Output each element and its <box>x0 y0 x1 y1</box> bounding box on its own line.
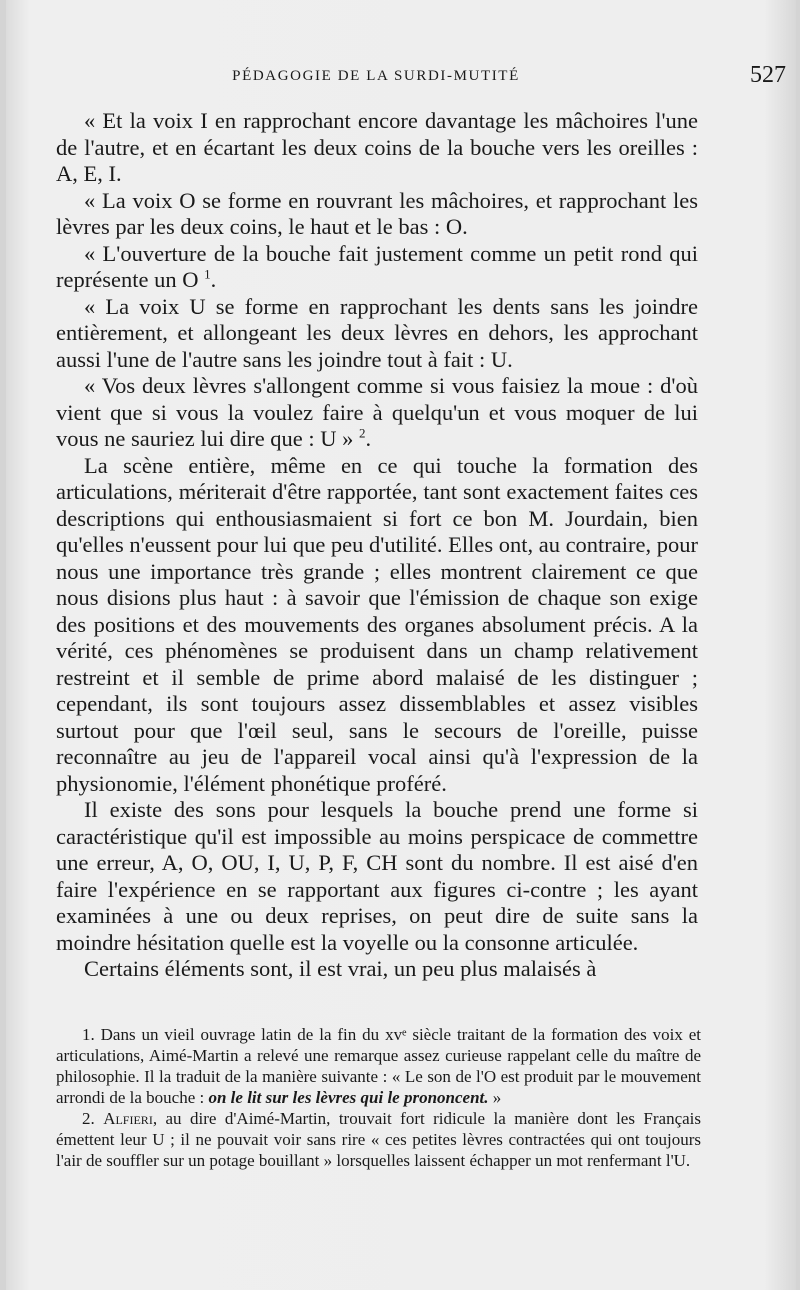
main-text <box>56 108 698 983</box>
book-page <box>6 0 796 1290</box>
page-number: 527 <box>750 62 786 88</box>
paragraph-7: Il existe des sons pour lesquels la bouche prend une forme si caractéristique qu'il est impossible au moins perspicace de commettre une erreur, A, O, OU, I, U, P, F, CH sont du nombre. Il est aisé d'en faire l'expérience en se rapportant aux figures ci-contre ; les ayant examinées à une ou deux reprises, on peut dire de suite sans la moindre hésitation quelle est la voyelle ou la consonne articulée. <box>56 797 698 955</box>
paragraph-3 <box>56 241 698 294</box>
footnote-2-text: , au dire d'Aimé-Martin, trouvait fort ridicule la manière dont les Français émettent leur U ; il ne pouvait voir sans rire « ces petites lèvres contractées qui ont toujours l'air de souffler sur un potage bouillant » lorsquelles laissent échapper un mot renfermant l'U. <box>56 1109 702 1170</box>
running-title: PÉDAGOGIE DE LA SURDI-MUTITÉ <box>232 68 520 84</box>
footnote-2-number: 2. <box>82 1109 95 1128</box>
paragraph-5 <box>56 373 698 453</box>
paragraph-8: Certains éléments sont, il est vrai, un peu plus malaisés à <box>84 956 597 981</box>
footnote-2 <box>56 1108 701 1171</box>
footnote-ref-1: 1 <box>204 266 211 282</box>
paragraph-3-end: . <box>210 267 217 292</box>
footnote-1-quote: on le lit sur les lèvres qui le prononcent. <box>208 1088 489 1107</box>
paragraph-3-text: « L'ouverture de la bouche fait justement comme un petit rond qui représente un O <box>56 240 698 292</box>
footnote-1-end: » <box>492 1088 502 1107</box>
footnote-ref-2: 2 <box>359 425 366 441</box>
paragraph-5-end: . <box>365 426 372 451</box>
footnote-1-number: 1. <box>82 1025 95 1044</box>
footnote-1 <box>56 1024 701 1108</box>
footnote-1-text: Dans un vieil ouvrage latin de la fin du xvᵉ siècle traitant de la formation des voix et articulations, Aimé-Martin a relevé une remarque assez curieuse rappelant celle du maître de philosophie. Il la traduit de la manière suivante : « Le son de l'O est produit par le mouvement arrondi de la bouche : <box>56 1025 701 1107</box>
paragraph-6: La scène entière, même en ce qui touche la formation des articulations, mériterait d'être rapportée, tant sont exactement faites ces descriptions qui enthousiasmaient si fort ce bon M. Jourdain, bien qu'elles n'eussent pour lui que peu d'utilité. Elles ont, au contraire, pour nous une importance très grande ; elles montrent clairement ce que nous disions plus haut : à savoir que l'émission de chaque son exige des positions et des mouvements des organes absolument précis. A la vérité, ces phénomènes se produisent dans un champ relativement restreint et il semble de prime abord malaisé de les distinguer ; cependant, ils sont toujours assez dissemblables et assez visibles surtout pour que l'œil seul, sans le secours de l'oreille, puisse reconnaître au jeu de l'appareil vocal ainsi qu'à l'expression de la physionomie, l'élément phonétique proféré. <box>56 452 699 796</box>
paragraph-4: « La voix U se forme en rapprochant les dents sans les joindre entièrement, et allongeant les deux lèvres en dehors, les approchant aussi l'une de l'autre sans les joindre tout à fait : U. <box>56 293 698 372</box>
footnotes <box>56 1024 701 1171</box>
paragraph-2: « La voix O se forme en rouvrant les mâchoires, et rapprochant les lèvres par les deux coins, le haut et le bas : O. <box>56 187 698 239</box>
paragraph-1: « Et la voix I en rapprochant encore davantage les mâchoires l'une de l'autre, et en écartant les deux coins de la bouche vers les oreilles : A, E, I. <box>56 108 698 186</box>
paragraph-5-text: « Vos deux lèvres s'allongent comme si vous faisiez la moue : d'où vient que si vous la voulez faire à quelqu'un et vous moquer de lui vous ne sauriez lui dire que : U » <box>56 373 698 451</box>
page-header <box>56 62 786 90</box>
footnote-2-name: Alfieri <box>103 1109 153 1128</box>
